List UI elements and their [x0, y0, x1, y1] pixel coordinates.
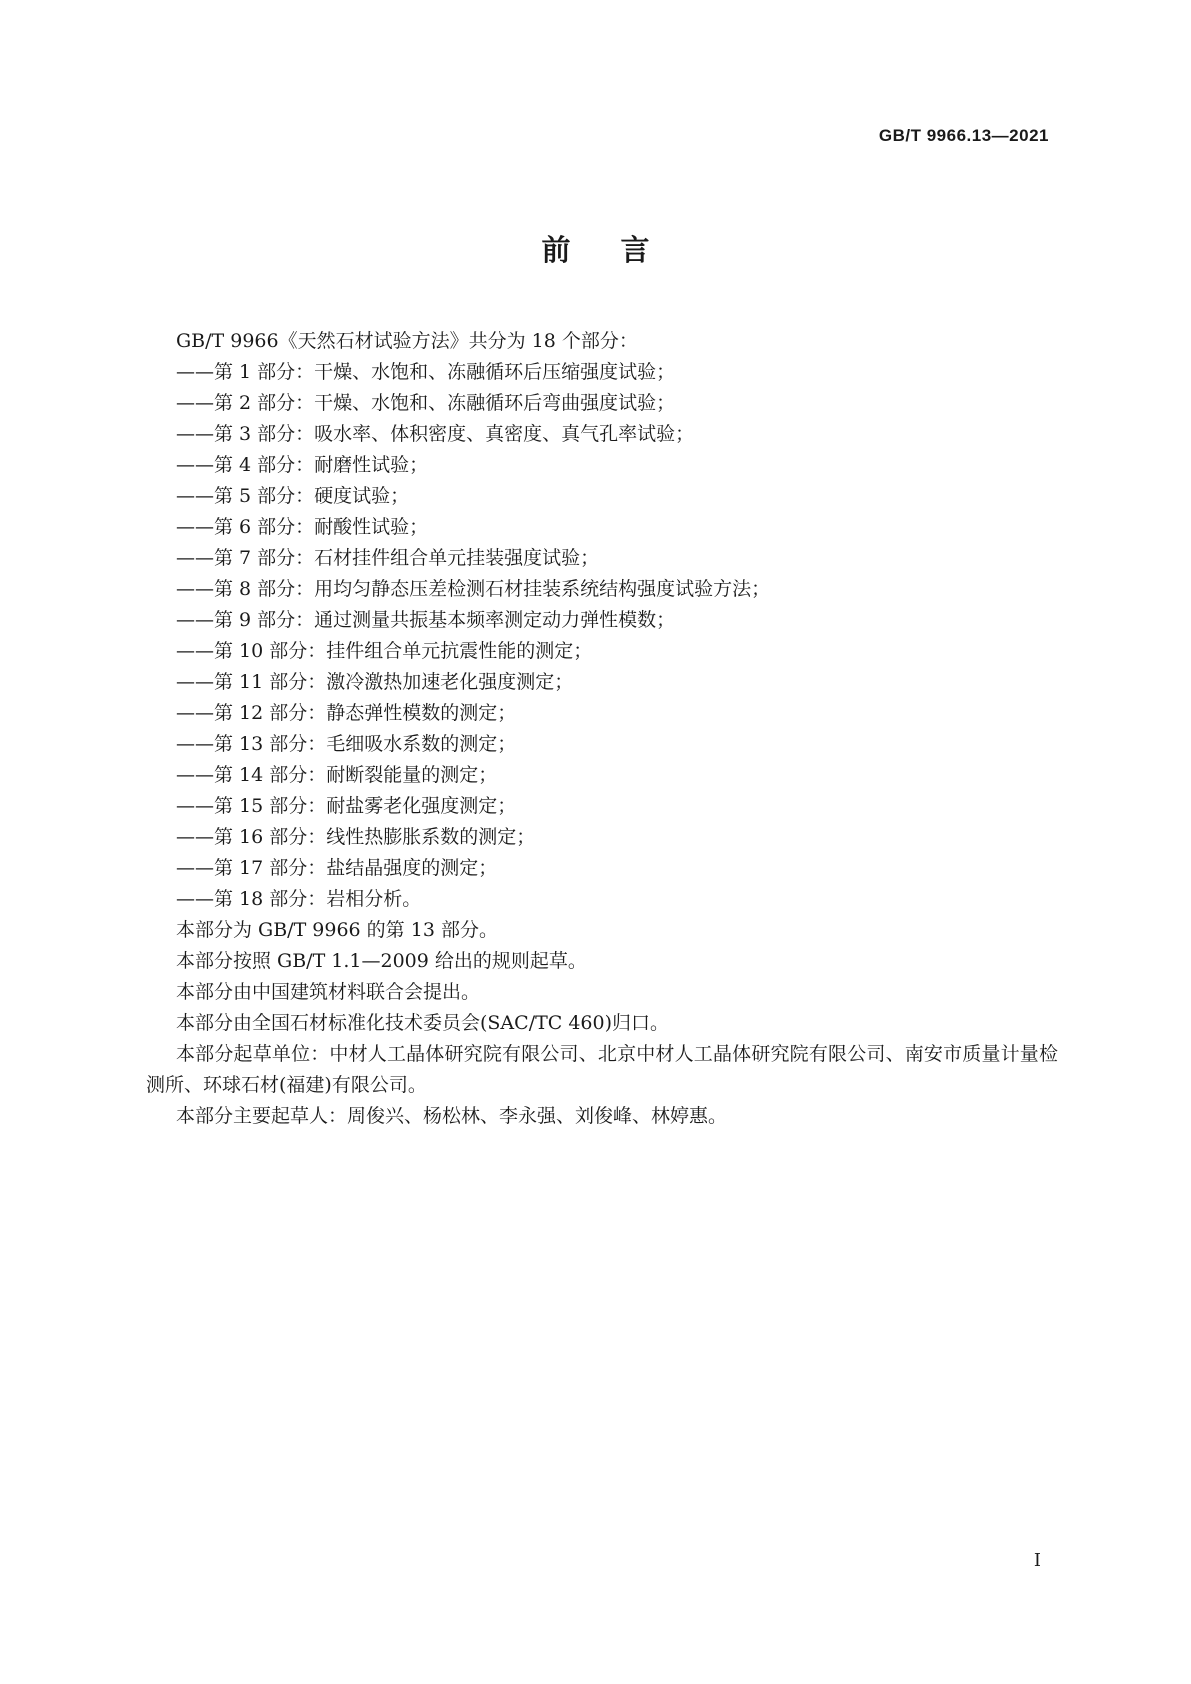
part-item: ——第 6 部分：耐酸性试验；	[176, 516, 429, 538]
part-item: ——第 14 部分：耐断裂能量的测定；	[176, 764, 498, 786]
part-item: ——第 12 部分：静态弹性模数的测定；	[176, 702, 517, 724]
part-item: ——第 3 部分：吸水率、体积密度、真密度、真气孔率试验；	[176, 423, 695, 445]
centralized-by-statement: 本部分由全国石材标准化技术委员会(SAC/TC 460)归口。	[176, 1012, 670, 1034]
part-item: ——第 16 部分：线性热膨胀系数的测定；	[176, 826, 536, 848]
part-item: ——第 1 部分：干燥、水饱和、冻融循环后压缩强度试验；	[176, 361, 676, 383]
part-item: ——第 2 部分：干燥、水饱和、冻融循环后弯曲强度试验；	[176, 392, 676, 414]
drafting-units-statement: 本部分起草单位：中材人工晶体研究院有限公司、北京中材人工晶体研究院有限公司、南安市质量计量检测所、环球石材(福建)有限公司。	[146, 1043, 1058, 1096]
part-item: ——第 17 部分：盐结晶强度的测定；	[176, 857, 498, 879]
intro-paragraph: GB/T 9966《天然石材试验方法》共分为 18 个部分：	[176, 330, 638, 352]
proposed-by-statement: 本部分由中国建筑材料联合会提出。	[176, 981, 481, 1003]
part-item: ——第 4 部分：耐磨性试验；	[176, 454, 429, 476]
part-item: ——第 13 部分：毛细吸水系数的测定；	[176, 733, 517, 755]
page-title: 前言	[541, 233, 700, 267]
part-item: ——第 7 部分：石材挂件组合单元挂装强度试验；	[176, 547, 600, 569]
part-item: ——第 9 部分：通过测量共振基本频率测定动力弹性模数；	[176, 609, 676, 631]
standard-code: GB/T 9966.13—2021	[878, 126, 1049, 145]
part-of-statement: 本部分为 GB/T 9966 的第 13 部分。	[176, 919, 498, 941]
part-item: ——第 10 部分：挂件组合单元抗震性能的测定；	[176, 640, 593, 662]
drafting-rules-statement: 本部分按照 GB/T 1.1—2009 给出的规则起草。	[176, 950, 587, 972]
part-item: ——第 11 部分：激冷激热加速老化强度测定；	[176, 671, 574, 693]
foreword-body	[146, 326, 1058, 1132]
part-item: ——第 18 部分：岩相分析。	[176, 888, 422, 910]
part-item: ——第 5 部分：硬度试验；	[176, 485, 410, 507]
part-item: ——第 15 部分：耐盐雾老化强度测定；	[176, 795, 517, 817]
part-item: ——第 8 部分：用均匀静态压差检测石材挂装系统结构强度试验方法；	[176, 578, 771, 600]
drafters-statement: 本部分主要起草人：周俊兴、杨松林、李永强、刘俊峰、林婷惠。	[176, 1105, 728, 1127]
page-number: I	[1033, 1550, 1041, 1571]
